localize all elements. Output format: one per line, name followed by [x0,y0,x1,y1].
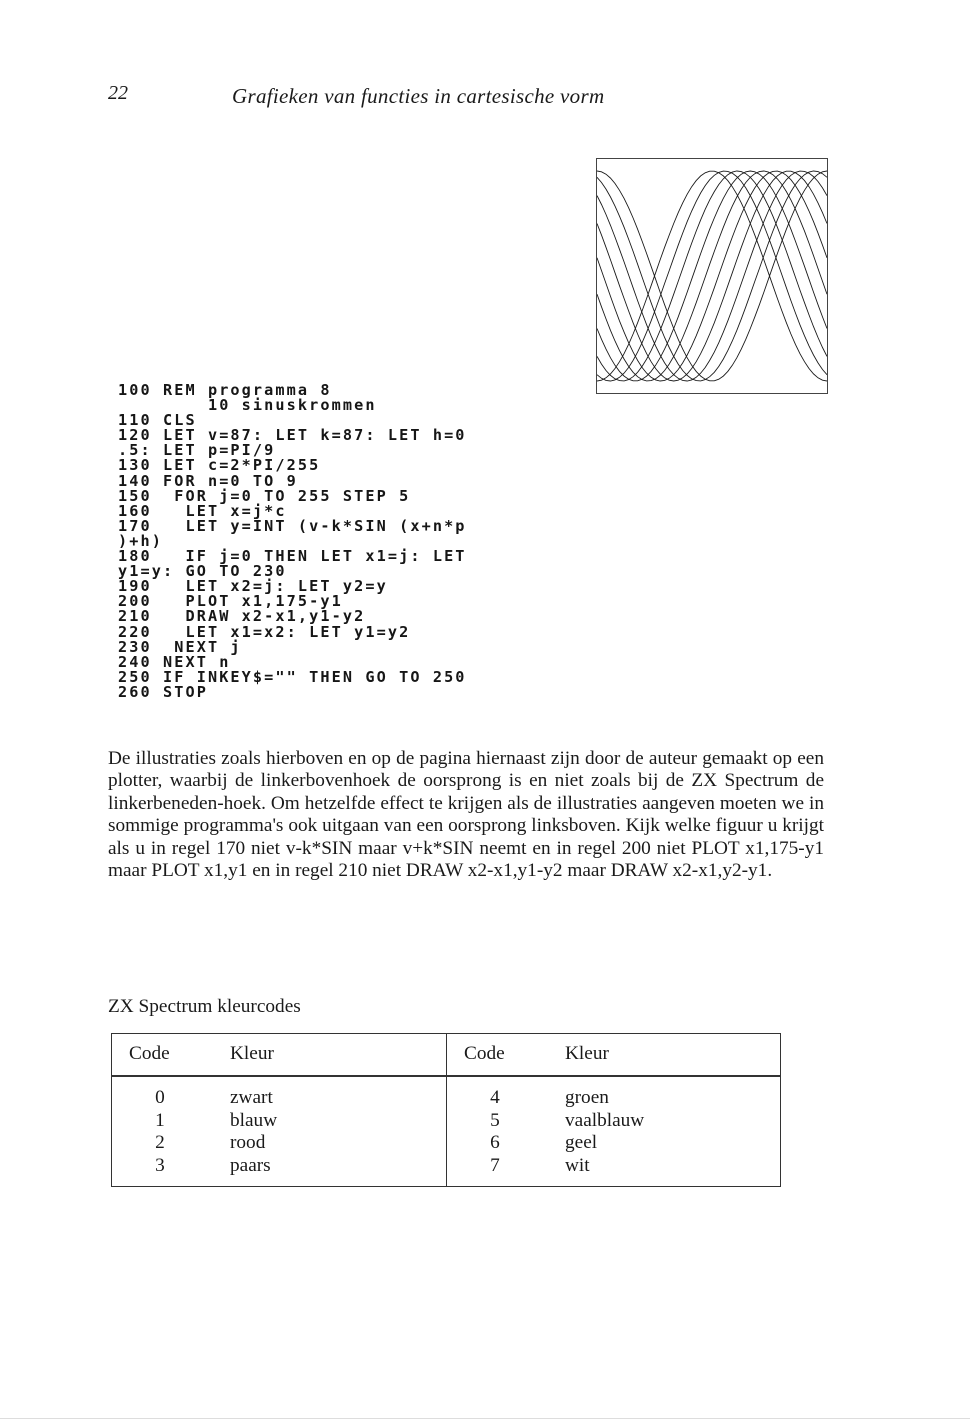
table-cell-code: 3 [155,1154,165,1176]
running-head: Grafieken van functies in cartesische vorm [232,84,605,108]
table-cell-code: 5 [490,1109,500,1131]
sine-curves-plot [597,159,827,393]
listing-line: y1=y: GO TO 230 [118,562,287,581]
listing-line: 10 sinuskrommen [207,396,377,415]
sine-curves-figure [596,158,828,394]
table-cell-color: zwart [230,1087,273,1108]
listing-line: 230 NEXT j [118,637,242,656]
codes-left-column [140,1087,180,1177]
listing-line: 210 DRAW x2-x1,y1-y2 [118,607,366,626]
listing-line: 170 LET y=INT (v-k*SIN (x+n*p [118,516,467,535]
listing-line: 120 LET v=87: LET k=87: LET h=0 [118,426,467,445]
table-cell-code: 4 [490,1087,500,1108]
color-code-table [111,1033,781,1187]
table-header-divider [112,1075,780,1077]
listing-line: 260 STOP [118,682,208,701]
listing-line: .5: LET p=PI/9 [118,441,276,460]
table-cell-color: geel [565,1132,598,1154]
table-cell-code: 1 [155,1109,165,1131]
table-cell-color: vaalblauw [565,1109,645,1131]
listing-line: 130 LET c=2*PI/255 [118,456,321,475]
page-number: 22 [108,82,128,104]
listing-line: 180 IF j=0 THEN LET x1=j: LET [118,547,467,566]
table-cell-code: 7 [490,1154,500,1176]
header-code-right: Code [464,1043,505,1064]
table-cell-color: groen [565,1087,609,1108]
header-code-left: Code [129,1043,170,1064]
table-cell-color: paars [230,1154,271,1176]
listing-line: 100 REM programma 8 [118,381,332,399]
colors-left-column [230,1087,277,1177]
table-cell-color: rood [230,1132,266,1154]
listing-line: )+h) [118,531,163,550]
table-cell-color: blauw [230,1109,278,1131]
listing-line: 110 CLS [118,411,197,430]
listing-line: 190 LET x2=j: LET y2=y [118,577,388,596]
codes-right-column [475,1087,515,1177]
listing-line: 220 LET x1=x2: LET y1=y2 [118,622,411,641]
table-cell-color: wit [565,1154,590,1176]
table-column-divider [446,1034,447,1186]
table-cell-code: 6 [490,1132,500,1154]
basic-program-listing [118,383,467,700]
listing-line: 240 NEXT n [118,652,231,671]
table-caption: ZX Spectrum kleurcodes [108,996,301,1017]
listing-line: 140 FOR n=0 TO 9 [118,471,298,490]
colors-right-column [565,1087,644,1177]
table-cell-code: 2 [155,1132,165,1154]
listing-line: 160 LET x=j*c [118,501,287,520]
listing-line: 250 IF INKEY$="" THEN GO TO 250 [118,667,467,686]
listing-line: 150 FOR j=0 TO 255 STEP 5 [118,486,411,505]
listing-line: 200 PLOT x1,175-y1 [118,592,343,611]
table-cell-code: 0 [155,1087,165,1108]
page-edge-rule [0,1418,970,1419]
header-color-right: Kleur [565,1043,609,1064]
header-color-left: Kleur [230,1043,274,1064]
body-paragraph: De illustraties zoals hierboven en op de pagina hiernaast zijn door de auteur gemaakt op een plotter, waarbij de linkerbovenhoek de oorsprong is en niet zoals bij de ZX Spectrum de linkerbeneden-hoek. Om hetzelfde effect te krijgen als de illustraties aangeven moeten we in sommige programma's ook uitgaan van een oorsprong linksboven. Kijk welke figuur u krijgt als u in regel 170 niet v-k*SIN maar v+k*SIN neemt en in regel 200 niet PLOT x1,175-y1 maar PLOT x1,y1 en in regel 210 niet DRAW x2-x1,y1-y2 maar DRAW x2-x1,y2-y1. [108,748,824,882]
